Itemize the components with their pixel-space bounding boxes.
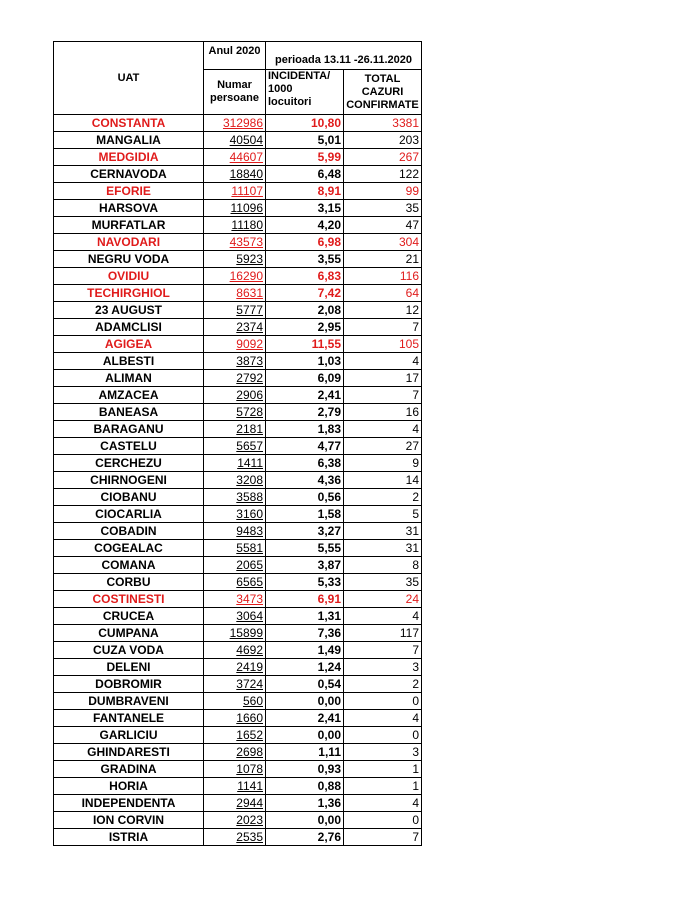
incidence-cell: 2,08 xyxy=(266,302,344,319)
total-cell: 3 xyxy=(344,744,422,761)
total-cell: 105 xyxy=(344,336,422,353)
population-cell: 9483 xyxy=(204,523,266,540)
incidence-cell: 6,48 xyxy=(266,166,344,183)
uat-cell: BARAGANU xyxy=(54,421,204,438)
incidence-cell: 1,58 xyxy=(266,506,344,523)
incidence-cell: 0,00 xyxy=(266,727,344,744)
total-cell: 3381 xyxy=(344,115,422,132)
uat-cell: DELENI xyxy=(54,659,204,676)
incidence-cell: 7,36 xyxy=(266,625,344,642)
total-cell: 1 xyxy=(344,778,422,795)
total-cell: 31 xyxy=(344,523,422,540)
population-cell: 3873 xyxy=(204,353,266,370)
total-cell: 4 xyxy=(344,353,422,370)
population-cell: 18840 xyxy=(204,166,266,183)
table-row xyxy=(54,557,422,574)
incidence-cell: 6,98 xyxy=(266,234,344,251)
incidence-cell: 0,88 xyxy=(266,778,344,795)
uat-cell: AGIGEA xyxy=(54,336,204,353)
table-row xyxy=(54,132,422,149)
population-cell: 44607 xyxy=(204,149,266,166)
population-cell: 40504 xyxy=(204,132,266,149)
uat-cell: CONSTANTA xyxy=(54,115,204,132)
total-cell: 3 xyxy=(344,659,422,676)
population-cell: 1078 xyxy=(204,761,266,778)
uat-cell: 23 AUGUST xyxy=(54,302,204,319)
total-cell: 17 xyxy=(344,370,422,387)
uat-cell: FANTANELE xyxy=(54,710,204,727)
header-row-1 xyxy=(54,42,422,70)
uat-cell: EFORIE xyxy=(54,183,204,200)
uat-cell: BANEASA xyxy=(54,404,204,421)
table-row xyxy=(54,812,422,829)
cases-table-wrapper xyxy=(53,41,422,846)
incidence-cell: 0,00 xyxy=(266,812,344,829)
total-cell: 35 xyxy=(344,200,422,217)
incidence-cell: 5,01 xyxy=(266,132,344,149)
total-cell: 203 xyxy=(344,132,422,149)
uat-cell: DUMBRAVENI xyxy=(54,693,204,710)
population-cell: 15899 xyxy=(204,625,266,642)
population-cell: 3064 xyxy=(204,608,266,625)
population-cell: 3208 xyxy=(204,472,266,489)
header-population xyxy=(204,70,266,115)
uat-cell: CIOBANU xyxy=(54,489,204,506)
uat-cell: ADAMCLISI xyxy=(54,319,204,336)
total-cell: 99 xyxy=(344,183,422,200)
total-cell: 47 xyxy=(344,217,422,234)
population-cell: 5923 xyxy=(204,251,266,268)
uat-cell: CERNAVODA xyxy=(54,166,204,183)
incidence-cell: 0,93 xyxy=(266,761,344,778)
incidence-cell: 8,91 xyxy=(266,183,344,200)
total-cell: 5 xyxy=(344,506,422,523)
total-cell: 9 xyxy=(344,455,422,472)
header-period: perioada 13.11 -26.11.2020 xyxy=(266,42,422,70)
uat-cell: MURFATLAR xyxy=(54,217,204,234)
table-row xyxy=(54,795,422,812)
total-cell: 64 xyxy=(344,285,422,302)
incidence-cell: 11,55 xyxy=(266,336,344,353)
header-incidence-line3: locuitori xyxy=(268,96,312,108)
incidence-cell: 6,83 xyxy=(266,268,344,285)
uat-cell: CRUCEA xyxy=(54,608,204,625)
population-cell: 2419 xyxy=(204,659,266,676)
table-row xyxy=(54,421,422,438)
total-cell: 7 xyxy=(344,387,422,404)
population-cell: 3724 xyxy=(204,676,266,693)
uat-cell: GRADINA xyxy=(54,761,204,778)
incidence-cell: 10,80 xyxy=(266,115,344,132)
uat-cell: ALIMAN xyxy=(54,370,204,387)
uat-cell: COMANA xyxy=(54,557,204,574)
header-uat: UAT xyxy=(54,42,204,115)
table-row xyxy=(54,829,422,846)
population-cell: 312986 xyxy=(204,115,266,132)
total-cell: 2 xyxy=(344,489,422,506)
population-cell: 43573 xyxy=(204,234,266,251)
incidence-cell: 5,33 xyxy=(266,574,344,591)
table-row xyxy=(54,744,422,761)
uat-cell: NEGRU VODA xyxy=(54,251,204,268)
header-year: Anul 2020 xyxy=(204,42,266,70)
population-cell: 2023 xyxy=(204,812,266,829)
population-cell: 2065 xyxy=(204,557,266,574)
table-row xyxy=(54,540,422,557)
population-cell: 560 xyxy=(204,693,266,710)
total-cell: 24 xyxy=(344,591,422,608)
table-row xyxy=(54,302,422,319)
incidence-cell: 3,87 xyxy=(266,557,344,574)
population-cell: 8631 xyxy=(204,285,266,302)
incidence-cell: 2,76 xyxy=(266,829,344,846)
incidence-cell: 6,91 xyxy=(266,591,344,608)
total-cell: 4 xyxy=(344,710,422,727)
table-row xyxy=(54,183,422,200)
header-incidence xyxy=(266,70,344,115)
incidence-cell: 1,49 xyxy=(266,642,344,659)
uat-cell: MEDGIDIA xyxy=(54,149,204,166)
header-population-line2: persoane xyxy=(210,92,259,104)
incidence-cell: 4,20 xyxy=(266,217,344,234)
population-cell: 9092 xyxy=(204,336,266,353)
header-incidence-line1: INCIDENTA/ xyxy=(268,70,331,82)
table-row xyxy=(54,591,422,608)
uat-cell: ION CORVIN xyxy=(54,812,204,829)
table-row xyxy=(54,676,422,693)
total-cell: 117 xyxy=(344,625,422,642)
population-cell: 2535 xyxy=(204,829,266,846)
table-row xyxy=(54,761,422,778)
uat-cell: HARSOVA xyxy=(54,200,204,217)
table-row xyxy=(54,115,422,132)
population-cell: 2698 xyxy=(204,744,266,761)
table-row xyxy=(54,370,422,387)
table-row xyxy=(54,523,422,540)
population-cell: 11096 xyxy=(204,200,266,217)
incidence-cell: 2,95 xyxy=(266,319,344,336)
table-body xyxy=(54,42,422,846)
table-row xyxy=(54,234,422,251)
uat-cell: INDEPENDENTA xyxy=(54,795,204,812)
incidence-cell: 0,00 xyxy=(266,693,344,710)
uat-cell: ALBESTI xyxy=(54,353,204,370)
table-row xyxy=(54,268,422,285)
header-total-line1: TOTAL CAZURI xyxy=(361,72,404,98)
header-total xyxy=(344,70,422,115)
total-cell: 27 xyxy=(344,438,422,455)
population-cell: 1141 xyxy=(204,778,266,795)
total-cell: 267 xyxy=(344,149,422,166)
incidence-cell: 6,38 xyxy=(266,455,344,472)
uat-cell: CUMPANA xyxy=(54,625,204,642)
total-cell: 7 xyxy=(344,319,422,336)
table-row xyxy=(54,387,422,404)
uat-cell: CORBU xyxy=(54,574,204,591)
incidence-cell: 2,41 xyxy=(266,387,344,404)
uat-cell: CASTELU xyxy=(54,438,204,455)
total-cell: 8 xyxy=(344,557,422,574)
population-cell: 3473 xyxy=(204,591,266,608)
incidence-cell: 1,24 xyxy=(266,659,344,676)
total-cell: 116 xyxy=(344,268,422,285)
uat-cell: NAVODARI xyxy=(54,234,204,251)
uat-cell: HORIA xyxy=(54,778,204,795)
population-cell: 11107 xyxy=(204,183,266,200)
uat-cell: ISTRIA xyxy=(54,829,204,846)
table-row xyxy=(54,472,422,489)
uat-cell: CERCHEZU xyxy=(54,455,204,472)
cases-table xyxy=(53,41,422,846)
table-row xyxy=(54,285,422,302)
uat-cell: COGEALAC xyxy=(54,540,204,557)
uat-cell: AMZACEA xyxy=(54,387,204,404)
total-cell: 0 xyxy=(344,693,422,710)
table-row xyxy=(54,438,422,455)
uat-cell: COBADIN xyxy=(54,523,204,540)
population-cell: 2374 xyxy=(204,319,266,336)
incidence-cell: 0,54 xyxy=(266,676,344,693)
incidence-cell: 2,41 xyxy=(266,710,344,727)
total-cell: 0 xyxy=(344,727,422,744)
total-cell: 16 xyxy=(344,404,422,421)
incidence-cell: 1,31 xyxy=(266,608,344,625)
incidence-cell: 3,27 xyxy=(266,523,344,540)
incidence-cell: 5,99 xyxy=(266,149,344,166)
incidence-cell: 1,03 xyxy=(266,353,344,370)
header-total-line2: CONFIRMATE xyxy=(346,98,419,111)
table-row xyxy=(54,217,422,234)
uat-cell: CUZA VODA xyxy=(54,642,204,659)
incidence-cell: 1,36 xyxy=(266,795,344,812)
population-cell: 2181 xyxy=(204,421,266,438)
uat-cell: MANGALIA xyxy=(54,132,204,149)
total-cell: 1 xyxy=(344,761,422,778)
table-row xyxy=(54,659,422,676)
total-cell: 122 xyxy=(344,166,422,183)
uat-cell: CHIRNOGENI xyxy=(54,472,204,489)
uat-cell: CIOCARLIA xyxy=(54,506,204,523)
table-row xyxy=(54,353,422,370)
table-row xyxy=(54,200,422,217)
table-row xyxy=(54,166,422,183)
incidence-cell: 3,55 xyxy=(266,251,344,268)
population-cell: 11180 xyxy=(204,217,266,234)
population-cell: 1652 xyxy=(204,727,266,744)
population-cell: 5777 xyxy=(204,302,266,319)
uat-cell: GHINDARESTI xyxy=(54,744,204,761)
uat-cell: COSTINESTI xyxy=(54,591,204,608)
table-row xyxy=(54,455,422,472)
table-row xyxy=(54,693,422,710)
total-cell: 2 xyxy=(344,676,422,693)
uat-cell: DOBROMIR xyxy=(54,676,204,693)
incidence-cell: 1,11 xyxy=(266,744,344,761)
total-cell: 21 xyxy=(344,251,422,268)
incidence-cell: 4,77 xyxy=(266,438,344,455)
header-incidence-line2: 1000 xyxy=(268,83,293,95)
table-row xyxy=(54,625,422,642)
total-cell: 4 xyxy=(344,795,422,812)
table-row xyxy=(54,574,422,591)
population-cell: 5657 xyxy=(204,438,266,455)
uat-cell: TECHIRGHIOL xyxy=(54,285,204,302)
population-cell: 4692 xyxy=(204,642,266,659)
population-cell: 6565 xyxy=(204,574,266,591)
population-cell: 16290 xyxy=(204,268,266,285)
table-row xyxy=(54,506,422,523)
incidence-cell: 4,36 xyxy=(266,472,344,489)
population-cell: 2906 xyxy=(204,387,266,404)
incidence-cell: 3,15 xyxy=(266,200,344,217)
total-cell: 7 xyxy=(344,642,422,659)
table-row xyxy=(54,336,422,353)
total-cell: 31 xyxy=(344,540,422,557)
population-cell: 1660 xyxy=(204,710,266,727)
table-row xyxy=(54,319,422,336)
table-row xyxy=(54,608,422,625)
total-cell: 4 xyxy=(344,421,422,438)
incidence-cell: 7,42 xyxy=(266,285,344,302)
population-cell: 5728 xyxy=(204,404,266,421)
table-row xyxy=(54,710,422,727)
table-row xyxy=(54,727,422,744)
total-cell: 35 xyxy=(344,574,422,591)
uat-cell: OVIDIU xyxy=(54,268,204,285)
total-cell: 14 xyxy=(344,472,422,489)
total-cell: 12 xyxy=(344,302,422,319)
table-row xyxy=(54,404,422,421)
header-population-line1: Numar xyxy=(217,79,252,91)
table-row xyxy=(54,489,422,506)
uat-cell: GARLICIU xyxy=(54,727,204,744)
incidence-cell: 0,56 xyxy=(266,489,344,506)
table-row xyxy=(54,778,422,795)
incidence-cell: 1,83 xyxy=(266,421,344,438)
table-row xyxy=(54,642,422,659)
total-cell: 7 xyxy=(344,829,422,846)
incidence-cell: 6,09 xyxy=(266,370,344,387)
table-row xyxy=(54,251,422,268)
population-cell: 3588 xyxy=(204,489,266,506)
total-cell: 304 xyxy=(344,234,422,251)
population-cell: 1411 xyxy=(204,455,266,472)
population-cell: 2792 xyxy=(204,370,266,387)
total-cell: 4 xyxy=(344,608,422,625)
table-row xyxy=(54,149,422,166)
total-cell: 0 xyxy=(344,812,422,829)
population-cell: 5581 xyxy=(204,540,266,557)
population-cell: 2944 xyxy=(204,795,266,812)
population-cell: 3160 xyxy=(204,506,266,523)
incidence-cell: 2,79 xyxy=(266,404,344,421)
incidence-cell: 5,55 xyxy=(266,540,344,557)
